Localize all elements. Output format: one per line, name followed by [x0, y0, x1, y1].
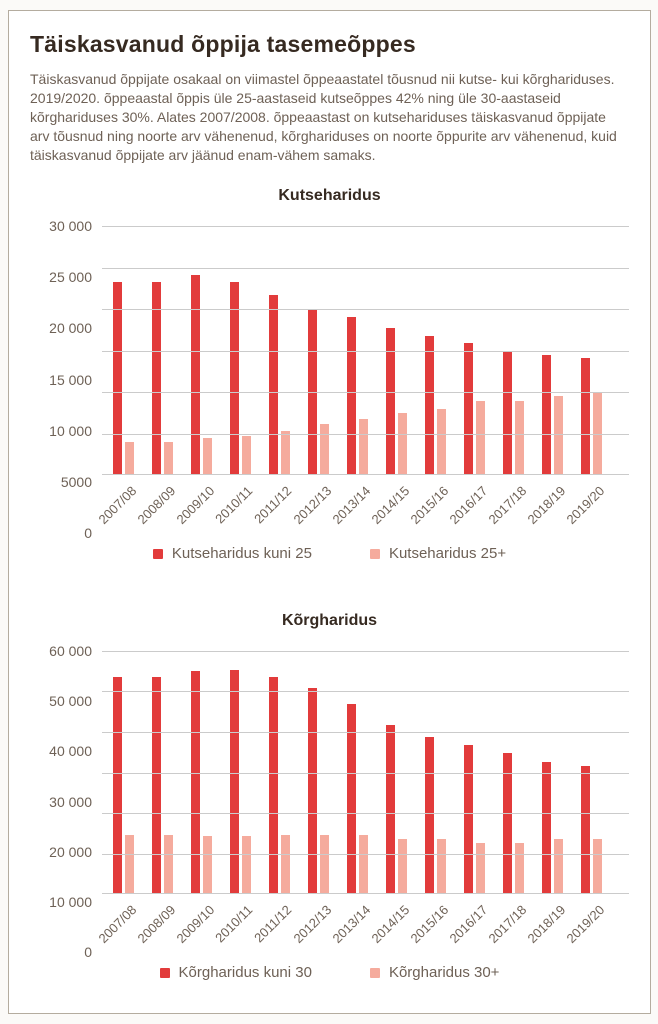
- chart-title: Kõrgharidus: [281, 612, 378, 629]
- y-tick-label: 20 000: [49, 843, 92, 860]
- bar-primary: [308, 688, 317, 894]
- x-tick: [133, 475, 182, 533]
- x-tick-label: 2012/13: [289, 902, 334, 947]
- bar-primary: [503, 351, 512, 476]
- bar-primary: [386, 725, 395, 894]
- y-tick-label: 15 000: [49, 371, 92, 388]
- bar-secondary: [554, 839, 563, 894]
- bar-secondary: [320, 424, 329, 475]
- x-tick-label: 2013/14: [328, 902, 373, 947]
- legend-label: Kutseharidus 25+: [388, 545, 507, 562]
- x-tick: [251, 894, 299, 952]
- x-tick-label: 2012/13: [289, 483, 334, 528]
- y-tick-label: 40 000: [49, 743, 92, 760]
- bar-secondary: [476, 401, 485, 475]
- bar-primary: [425, 336, 434, 475]
- chart-area: [30, 643, 629, 960]
- legend-swatch: [160, 968, 170, 978]
- x-tick: [445, 475, 494, 533]
- bar-secondary: [203, 836, 212, 894]
- legend-label: Kõrgharidus 30+: [388, 964, 500, 981]
- legend-label: Kutseharidus kuni 25: [171, 545, 312, 562]
- bar-secondary: [203, 438, 212, 475]
- bar-secondary: [398, 839, 407, 894]
- bar-secondary: [242, 836, 251, 894]
- legend-swatch: [153, 549, 163, 559]
- x-tick-label: 2009/10: [172, 483, 217, 528]
- x-tick-label: 2011/12: [251, 483, 295, 527]
- y-tick-label: 0: [84, 944, 92, 960]
- x-tick: [562, 894, 611, 952]
- x-tick-label: 2011/12: [251, 902, 295, 946]
- x-tick: [212, 894, 260, 952]
- y-tick-label: 20 000: [49, 320, 92, 337]
- gridline: [102, 854, 629, 855]
- bar-secondary: [437, 839, 446, 894]
- x-tick-label: 2015/16: [406, 902, 451, 947]
- x-tick-label: 2013/14: [328, 483, 373, 528]
- x-tick-label: 2014/15: [367, 902, 412, 947]
- plot-area: [102, 651, 629, 894]
- bar-secondary: [164, 835, 173, 894]
- x-tick: [328, 475, 377, 533]
- x-tick-label: 2014/15: [367, 483, 412, 528]
- gridline: [102, 434, 629, 435]
- bar-primary: [152, 282, 161, 475]
- bar-secondary: [125, 442, 134, 475]
- bar-secondary: [476, 843, 485, 894]
- y-tick-label: 5000: [60, 473, 92, 490]
- bar-secondary: [515, 401, 524, 475]
- gridline: [102, 309, 629, 310]
- x-tick: [367, 894, 416, 952]
- gridline: [102, 651, 629, 652]
- y-tick-label: 30 000: [49, 218, 92, 234]
- bar-primary: [464, 343, 473, 475]
- x-tick: [523, 894, 572, 952]
- x-tick: [172, 894, 221, 952]
- gridline: [102, 773, 629, 774]
- y-tick-label: 50 000: [49, 693, 92, 710]
- x-tick: [406, 894, 455, 952]
- x-tick: [94, 894, 143, 952]
- bar-primary: [269, 677, 278, 894]
- x-tick-label: 2016/17: [445, 483, 490, 528]
- gridline: [102, 732, 629, 733]
- chart-section-kutseharidus: [30, 187, 629, 562]
- x-tick: [406, 475, 455, 533]
- legend-item: [160, 964, 312, 981]
- legend-swatch: [370, 968, 380, 978]
- x-tick-label: 2009/10: [172, 902, 217, 947]
- x-tick-label: 2018/19: [523, 483, 568, 528]
- chart-section-korgharidus: [30, 612, 629, 981]
- page-title: Täiskasvanud õppija tasemeõppes: [30, 31, 416, 57]
- bar-secondary: [281, 431, 290, 475]
- plot-column: [94, 651, 629, 952]
- bar-primary: [113, 677, 122, 894]
- infographic-card: [8, 10, 651, 1014]
- bar-primary: [230, 670, 239, 894]
- y-tick-label: 10 000: [49, 893, 92, 910]
- bar-primary: [503, 753, 512, 894]
- gridline: [102, 691, 629, 692]
- x-tick: [94, 475, 143, 533]
- x-tick: [289, 475, 338, 533]
- x-tick-label: 2010/11: [212, 902, 256, 946]
- y-axis: [30, 643, 102, 960]
- legend-swatch: [370, 549, 380, 559]
- gridline: [102, 392, 629, 393]
- x-tick: [484, 475, 533, 533]
- x-tick-label: 2015/16: [406, 483, 451, 528]
- x-tick: [133, 894, 182, 952]
- bar-secondary: [359, 419, 368, 475]
- x-tick: [367, 475, 416, 533]
- x-tick-label: 2008/09: [133, 902, 178, 947]
- x-tick: [484, 894, 533, 952]
- x-axis: [94, 475, 629, 533]
- x-tick: [251, 475, 299, 533]
- bar-primary: [230, 282, 239, 475]
- x-tick-label: 2008/09: [133, 483, 178, 528]
- x-tick: [172, 475, 221, 533]
- intro-text: Täiskasvanud õppijate osakaal on viimastel õppeaastatel tõusnud nii kutse- kui kõrghariduses. 2019/2020. õppeaastal õppis üle 25-aastaseid kutseõppes 42% ning üle 30-aastaseid kõrghariduses 30%. Alates 2007/2008. õppeaastast on kutsehariduses täiskasvanud õppijate arv tõusnud ning noorte arv vähenenud, kõrghariduses on noorte õppurite arv vähenenud, kuid täiskasvanud õppijate arv jäänud enam-vähem samaks.: [30, 71, 617, 163]
- bar-primary: [191, 275, 200, 475]
- x-axis: [94, 894, 629, 952]
- x-tick-label: 2007/08: [94, 902, 139, 947]
- x-tick-label: 2019/20: [562, 902, 607, 947]
- y-tick-label: 0: [84, 525, 92, 541]
- legend: [30, 964, 629, 981]
- chart-area: [30, 218, 629, 541]
- bar-secondary: [515, 843, 524, 894]
- y-axis: [30, 218, 102, 541]
- bar-primary: [347, 317, 356, 475]
- bar-primary: [542, 355, 551, 475]
- bar-secondary: [398, 413, 407, 475]
- gridline: [102, 351, 629, 352]
- x-tick: [562, 475, 611, 533]
- y-tick-label: 25 000: [49, 269, 92, 286]
- x-tick: [289, 894, 338, 952]
- plot-column: [94, 226, 629, 533]
- legend-label: Kõrgharidus kuni 30: [178, 964, 312, 981]
- bar-secondary: [554, 396, 563, 475]
- legend-item: [370, 964, 500, 981]
- legend-item: [153, 545, 312, 562]
- gridline: [102, 226, 629, 227]
- bar-secondary: [359, 835, 368, 894]
- x-tick-label: 2010/11: [212, 483, 256, 527]
- bar-secondary: [281, 835, 290, 894]
- gridline: [102, 813, 629, 814]
- x-tick-label: 2007/08: [94, 483, 139, 528]
- x-tick-label: 2018/19: [523, 902, 568, 947]
- y-tick-label: 10 000: [49, 422, 92, 439]
- legend: [30, 545, 629, 562]
- plot-area: [102, 226, 629, 475]
- bar-secondary: [437, 409, 446, 475]
- chart-title: Kutseharidus: [278, 187, 381, 204]
- bar-secondary: [320, 835, 329, 894]
- bar-primary: [581, 766, 590, 894]
- gridline: [102, 268, 629, 269]
- bar-primary: [425, 737, 434, 894]
- x-tick-label: 2017/18: [484, 483, 529, 528]
- y-tick-label: 30 000: [49, 793, 92, 810]
- x-tick: [445, 894, 494, 952]
- x-tick-label: 2017/18: [484, 902, 529, 947]
- bar-primary: [269, 295, 278, 475]
- legend-item: [370, 545, 506, 562]
- y-tick-label: 60 000: [49, 643, 92, 659]
- bar-primary: [581, 358, 590, 475]
- x-tick-label: 2019/20: [562, 483, 607, 528]
- bar-secondary: [164, 442, 173, 475]
- x-tick-label: 2016/17: [445, 902, 490, 947]
- x-tick: [523, 475, 572, 533]
- bar-secondary: [125, 835, 134, 894]
- bar-primary: [152, 677, 161, 894]
- bar-primary: [113, 282, 122, 475]
- x-tick: [212, 475, 260, 533]
- bar-secondary: [242, 436, 251, 475]
- bar-primary: [464, 745, 473, 894]
- bar-secondary: [593, 839, 602, 894]
- bar-primary: [191, 671, 200, 894]
- x-tick: [328, 894, 377, 952]
- bar-primary: [542, 762, 551, 894]
